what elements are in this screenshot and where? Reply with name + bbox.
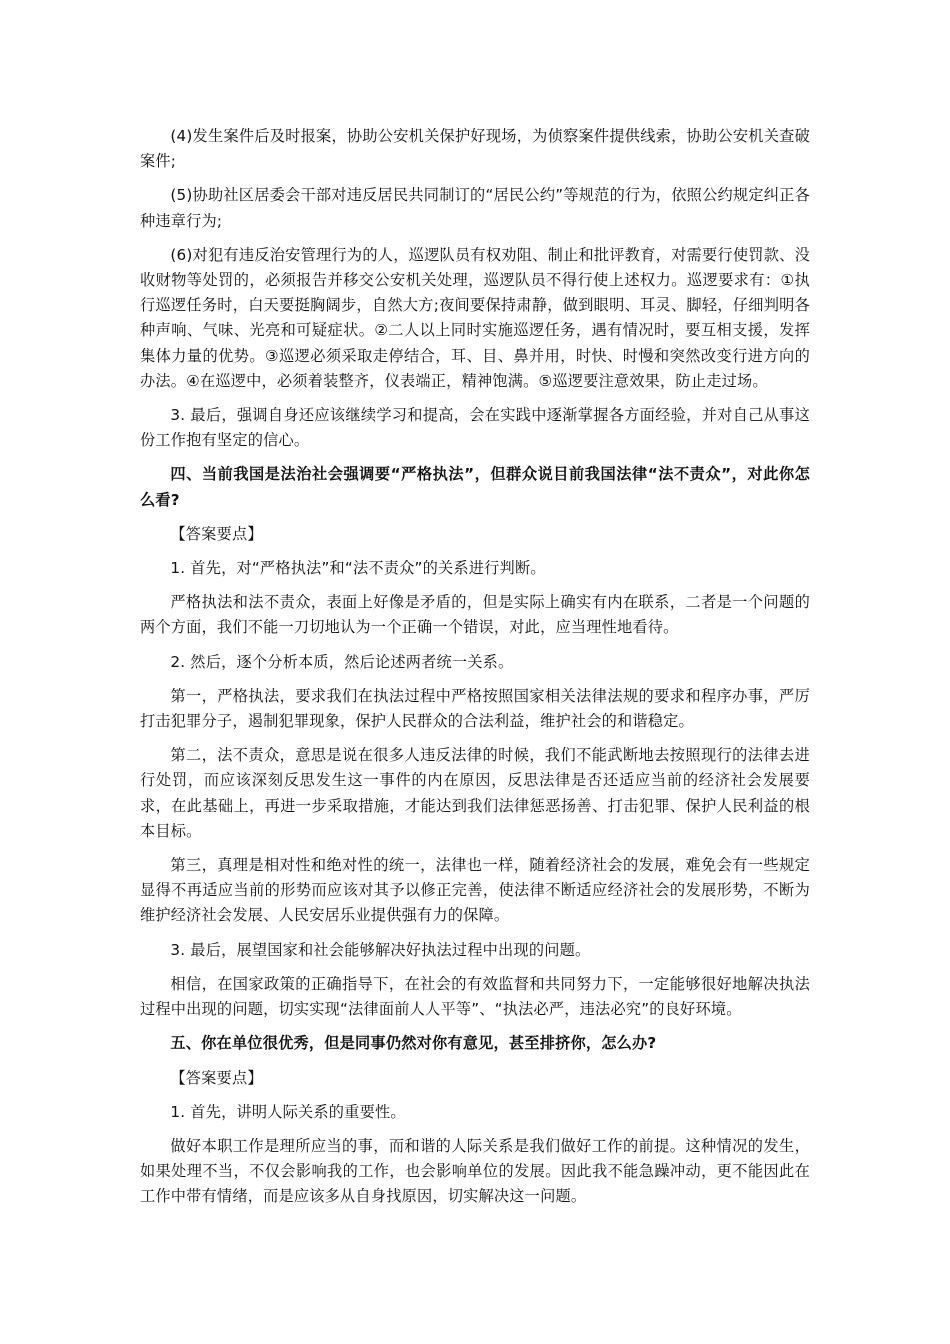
answer-key-label: 【答案要点】 <box>170 1068 263 1087</box>
answer-paragraph: 相信，在国家政策的正确指导下，在社会的有效监督和共同努力下，一定能够很好地解决执法过程中出现的问题，切实实现“法律面前人人平等”、“执法必严，违法必究”的良好环境。 <box>140 974 810 1019</box>
answer-point-1: 1. 首先，讲明人际关系的重要性。 <box>170 1102 406 1121</box>
paragraph-item-5: (5)协助社区居委会干部对违反居民共同制订的“居民公约”等规范的行为，依照公约规定纠正各种违章行为; <box>140 186 810 230</box>
answer-key-label: 【答案要点】 <box>170 524 263 543</box>
paragraph-item-4: (4)发生案件后及时报案，协助公安机关保护好现场，为侦察案件提供线索，协助公安机关查破案件; <box>140 127 810 171</box>
document-page <box>140 124 810 1219</box>
answer-point-1: 1. 首先，对“严格执法”和“法不责众”的关系进行判断。 <box>170 559 546 578</box>
paragraph-item-6: (6)对犯有违反治安管理行为的人，巡逻队员有权劝阻、制止和批评教育，对需要行使罚款、没收财物等处罚的，必须报告并移交公安机关处理，巡逻队员不得行使上述权力。巡逻要求有：①执行巡逻任务时，白天要挺胸阔步，自然大方;夜间要保持肃静，做到眼明、耳灵、脚轻，仔细判明各种声响、气味、光亮和可疑症状。②二人以上同时实施巡逻任务，遇有情况时，要互相支援，发挥集体力量的优势。③巡逻必须采取走停结合，耳、目、鼻并用，时快、时慢和突然改变行进方向的办法。④在巡逻中，必须着装整齐，仪表端正，精神饱满。⑤巡逻要注意效果，防止走过场。 <box>140 245 810 390</box>
section-heading-4: 四、当前我国是法治社会强调要“严格执法”，但群众说目前我国法律“法不责众”，对此你怎么看? <box>140 465 810 509</box>
answer-paragraph: 第三，真理是相对性和绝对性的统一，法律也一样，随着经济社会的发展，难免会有一些规定显得不再适应当前的形势而应该对其予以修正完善，使法律不断适应经济社会的发展形势，不断为维护经济社会发展、人民安居乐业提供强有力的保障。 <box>140 856 810 925</box>
answer-paragraph: 第一，严格执法，要求我们在执法过程中严格按照国家相关法律法规的要求和程序办事，严厉打击犯罪分子，遏制犯罪现象，保护人民群众的合法利益，维护社会的和谐稳定。 <box>140 686 810 731</box>
answer-paragraph: 第二，法不责众，意思是说在很多人违反法律的时候，我们不能武断地去按照现行的法律去进行处罚，而应该深刻反思发生这一事件的内在原因，反思法律是否还适应当前的经济社会发展要求，在此基础上，再进一步采取措施，才能达到我们法律惩恶扬善、打击犯罪、保护人民利益的根本目标。 <box>140 746 810 840</box>
section-heading-5: 五、你在单位很优秀，但是同事仍然对你有意见，甚至排挤你，怎么办? <box>170 1034 657 1053</box>
answer-point-2: 2. 然后，逐个分析本质，然后论述两者统一关系。 <box>170 652 514 671</box>
answer-paragraph: 严格执法和法不责众，表面上好像是矛盾的，但是实际上确实有内在联系，二者是一个问题的两个方面，我们不能一刀切地认为一个正确一个错误，对此，应当理性地看待。 <box>140 593 810 637</box>
paragraph-conclusion-3: 3. 最后，强调自身还应该继续学习和提高，会在实践中逐渐掌握各方面经验，并对自己从事这份工作抱有坚定的信心。 <box>140 406 810 450</box>
answer-point-3: 3. 最后，展望国家和社会能够解决好执法过程中出现的问题。 <box>170 940 591 959</box>
answer-paragraph: 做好本职工作是理所应当的事，而和谐的人际关系是我们做好工作的前提。这种情况的发生，如果处理不当，不仅会影响我的工作，也会影响单位的发展。因此我不能急躁冲动，更不能因此在工作中带有情绪，而是应该多从自身找原因，切实解决这一问题。 <box>140 1136 810 1206</box>
